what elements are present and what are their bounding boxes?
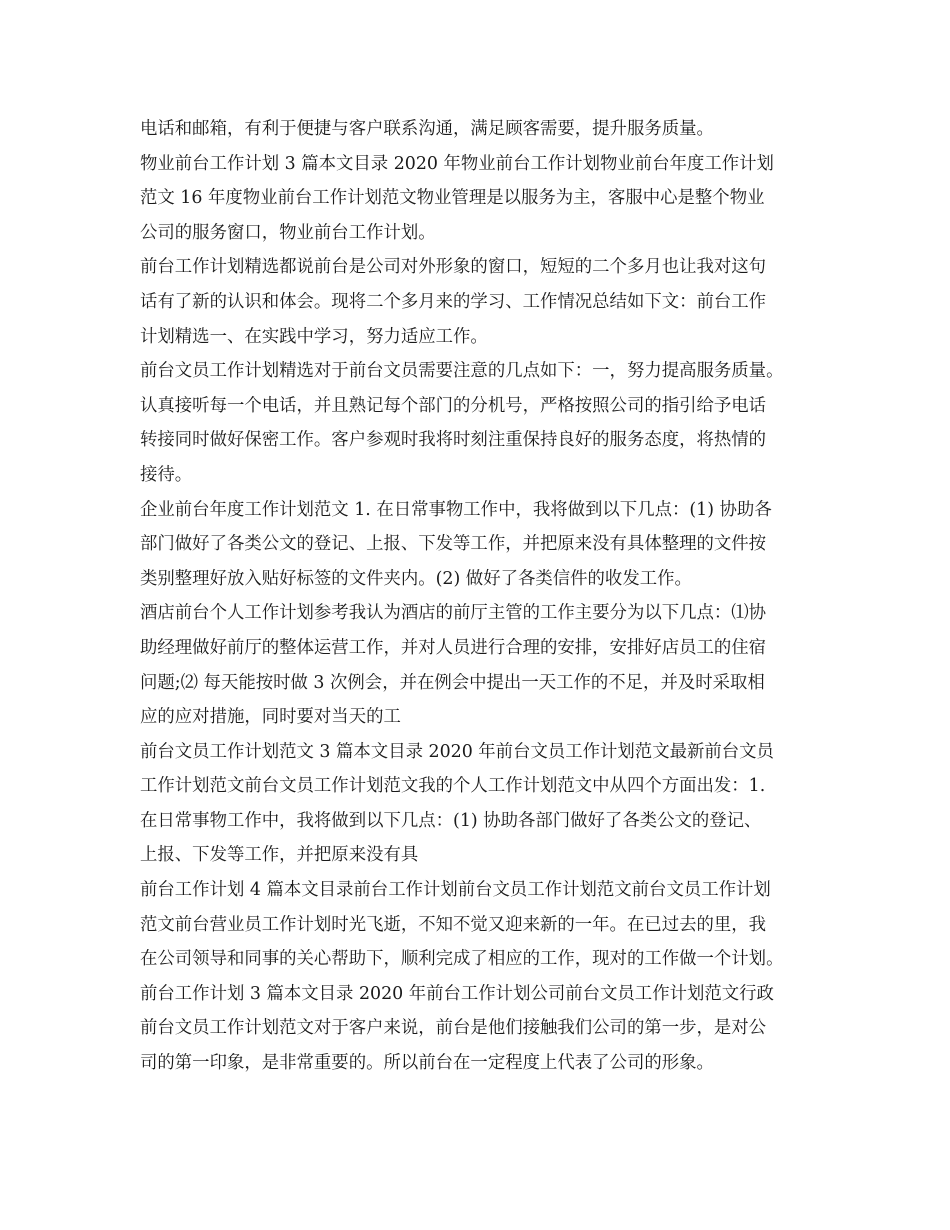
text-line: 范文 16 年度物业前台工作计划范文物业管理是以服务为主，客服中心是整个物业: [140, 188, 765, 209]
text-line: 电话和邮箱，有利于便捷与客户联系沟通，满足顾客需要，提升服务质量。: [140, 119, 714, 139]
text-line: 范文前台营业员工作计划时光飞逝，不知不觉又迎来新的一年。在已过去的里，我: [140, 914, 767, 935]
text-line: 部门做好了各类公文的登记、上报、下发等工作，并把原来没有具体整理的文件按: [140, 534, 767, 555]
paragraph-2: [140, 147, 830, 251]
text-line: 前台工作计划 3 篇本文目录 2020 年前台工作计划公司前台文员工作计划范文行政: [140, 983, 774, 1004]
text-line: 前台文员工作计划精选对于前台文员需要注意的几点如下：一，努力提高服务质量。: [140, 361, 784, 382]
text-line: 类别整理好放入贴好标签的文件夹内。(2) 做好了各类信件的收发工作。: [140, 568, 692, 589]
paragraph-3: [140, 250, 830, 354]
text-line: 司的第一印象，是非常重要的。所以前台在一定程度上代表了公司的形象。: [140, 1053, 714, 1074]
document-body: [140, 112, 830, 1081]
text-line: 转接同时做好保密工作。客户参观时我将时刻注重保持良好的服务态度，将热情的: [140, 430, 767, 451]
text-line: 酒店前台个人工作计划参考我认为酒店的前厅主管的工作主要分为以下几点：⑴协: [140, 603, 767, 624]
paragraph-8: [140, 873, 830, 977]
text-line: 在日常事物工作中，我将做到以下几点：(1) 协助各部门做好了各类公文的登记、: [140, 810, 762, 831]
paragraph-4: [140, 354, 830, 492]
text-line: 上报、下发等工作，并把原来没有具: [140, 845, 419, 866]
text-line: 前台工作计划 4 篇本文目录前台工作计划前台文员工作计划范文前台文员工作计划: [140, 880, 771, 901]
paragraph-1: [140, 112, 830, 147]
text-line: 话有了新的认识和体会。现将二个多月来的学习、工作情况总结如下文：前台工作: [140, 291, 767, 312]
paragraph-7: [140, 735, 830, 873]
text-line: 助经理做好前厅的整体运营工作，并对人员进行合理的安排，安排好店员工的住宿: [140, 637, 767, 658]
paragraph-5: [140, 493, 830, 597]
text-line: 计划精选一、在实践中学习，努力适应工作。: [140, 326, 488, 347]
text-line: 问题;⑵ 每天能按时做 3 次例会，并在例会中提出一天工作的不足，并及时采取相: [140, 672, 765, 693]
text-line: 前台文员工作计划范文 3 篇本文目录 2020 年前台文员工作计划范文最新前台文员: [140, 741, 774, 762]
text-line: 应的应对措施，同时要对当天的工: [140, 707, 401, 728]
paragraph-9: [140, 977, 830, 1081]
text-line: 公司的服务窗口，物业前台工作计划。: [140, 222, 436, 243]
text-line: 工作计划范文前台文员工作计划范文我的个人工作计划范文中从四个方面出发：1.: [140, 776, 766, 797]
paragraph-6: [140, 596, 830, 734]
text-line: 企业前台年度工作计划范文 1. 在日常事物工作中，我将做到以下几点：(1) 协助各: [140, 499, 772, 520]
text-line: 接待。: [140, 464, 193, 485]
text-line: 在公司领导和同事的关心帮助下，顺利完成了相应的工作，现对的工作做一个计划。: [140, 949, 784, 970]
text-line: 认真接听每一个电话，并且熟记每个部门的分机号，严格按照公司的指引给予电话: [140, 395, 767, 416]
text-line: 物业前台工作计划 3 篇本文目录 2020 年物业前台工作计划物业前台年度工作计划: [140, 153, 774, 174]
text-line: 前台文员工作计划范文对于客户来说，前台是他们接触我们公司的第一步，是对公: [140, 1018, 767, 1039]
text-line: 前台工作计划精选都说前台是公司对外形象的窗口，短短的二个多月也让我对这句: [140, 257, 767, 278]
